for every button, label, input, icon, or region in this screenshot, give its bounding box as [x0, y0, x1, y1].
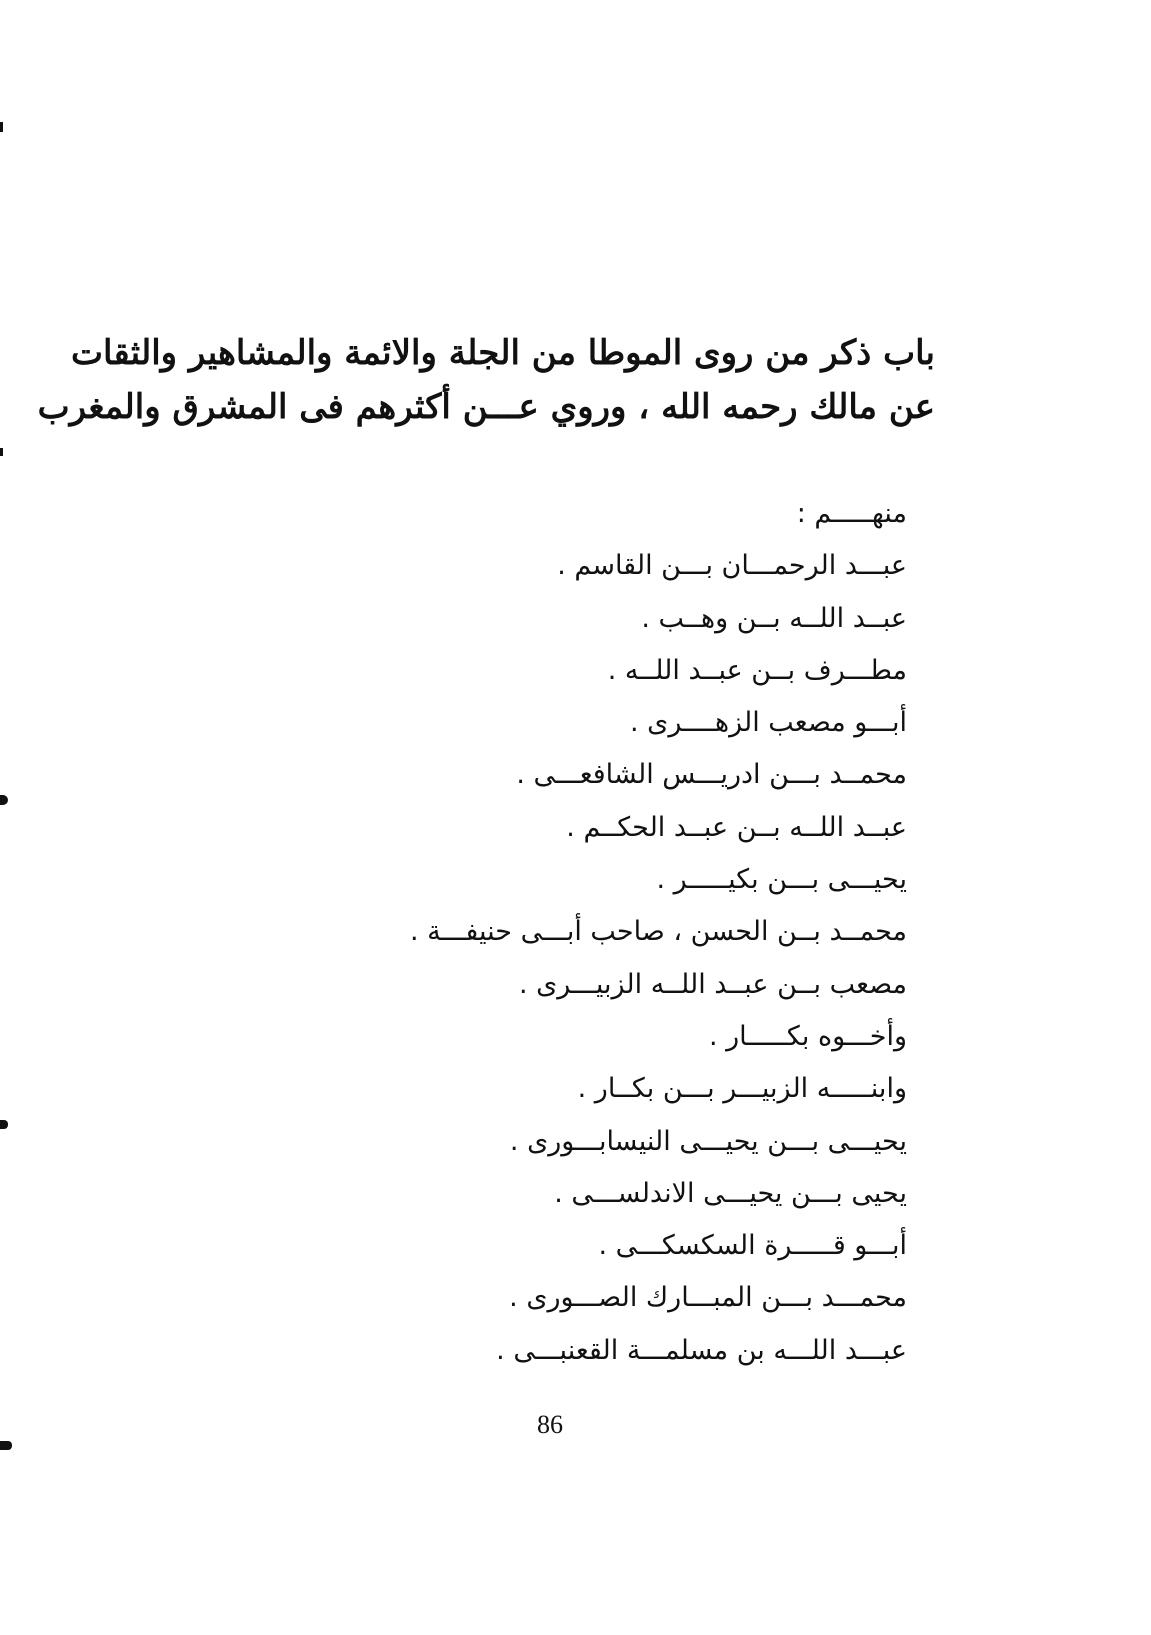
scan-edge-mark [0, 122, 3, 132]
list-intro: منهـــــم : [796, 498, 907, 529]
list-item: محمــد بـــن ادريـــس الشافعـــى . [516, 759, 907, 791]
list-item: مصعب بــن عبــد اللــه الزبيـــرى . [518, 968, 907, 1000]
list-item: مطـــرف بــن عبــد اللــه . [607, 654, 907, 686]
chapter-heading [37, 326, 935, 434]
list-item: عبـــد الرحمـــان بـــن القاسم . [557, 550, 907, 582]
list-item: عبــد اللــه بــن وهــب . [641, 602, 907, 634]
heading-line-1: باب ذكر من روى الموطا من الجلة والائمة والمشاهير والثقات [71, 333, 935, 373]
list-item: عبــد اللــه بــن عبــد الحكــم . [566, 811, 907, 843]
scan-edge-mark [0, 448, 3, 456]
narrators-list [347, 488, 907, 1377]
scan-edge-mark [0, 1441, 12, 1450]
heading-line-2: عن مالك رحمه الله ، وروي عـــن أكثرهم فى المشرق والمغرب [37, 387, 935, 427]
list-item: أبـــو قـــــرة السكسكـــى . [598, 1230, 907, 1262]
list-item: عبـــد اللـــه بن مسلمـــة القعنبـــى . [496, 1334, 907, 1366]
scan-edge-mark [0, 795, 8, 805]
list-item: وأخـــوه بكـــــار . [708, 1020, 907, 1052]
page-number: 86 [537, 1410, 563, 1439]
scan-edge-mark [0, 1120, 8, 1129]
list-item: يحيى بـــن يحيـــى الاندلســـى . [554, 1177, 907, 1209]
list-item: محمـــد بـــن المبـــارك الصـــورى . [509, 1282, 907, 1314]
list-item: وابنـــــه الزبيـــر بـــن بكــار . [577, 1073, 907, 1105]
list-item: يحيـــى بـــن بكيـــــر . [656, 864, 907, 896]
list-item: محمــد بــن الحسن ، صاحب أبـــى حنيفـــة . [409, 916, 907, 948]
list-item: يحيـــى بـــن يحيـــى النيسابـــورى . [509, 1125, 907, 1157]
list-item: أبـــو مصعب الزهــــرى . [630, 707, 907, 739]
